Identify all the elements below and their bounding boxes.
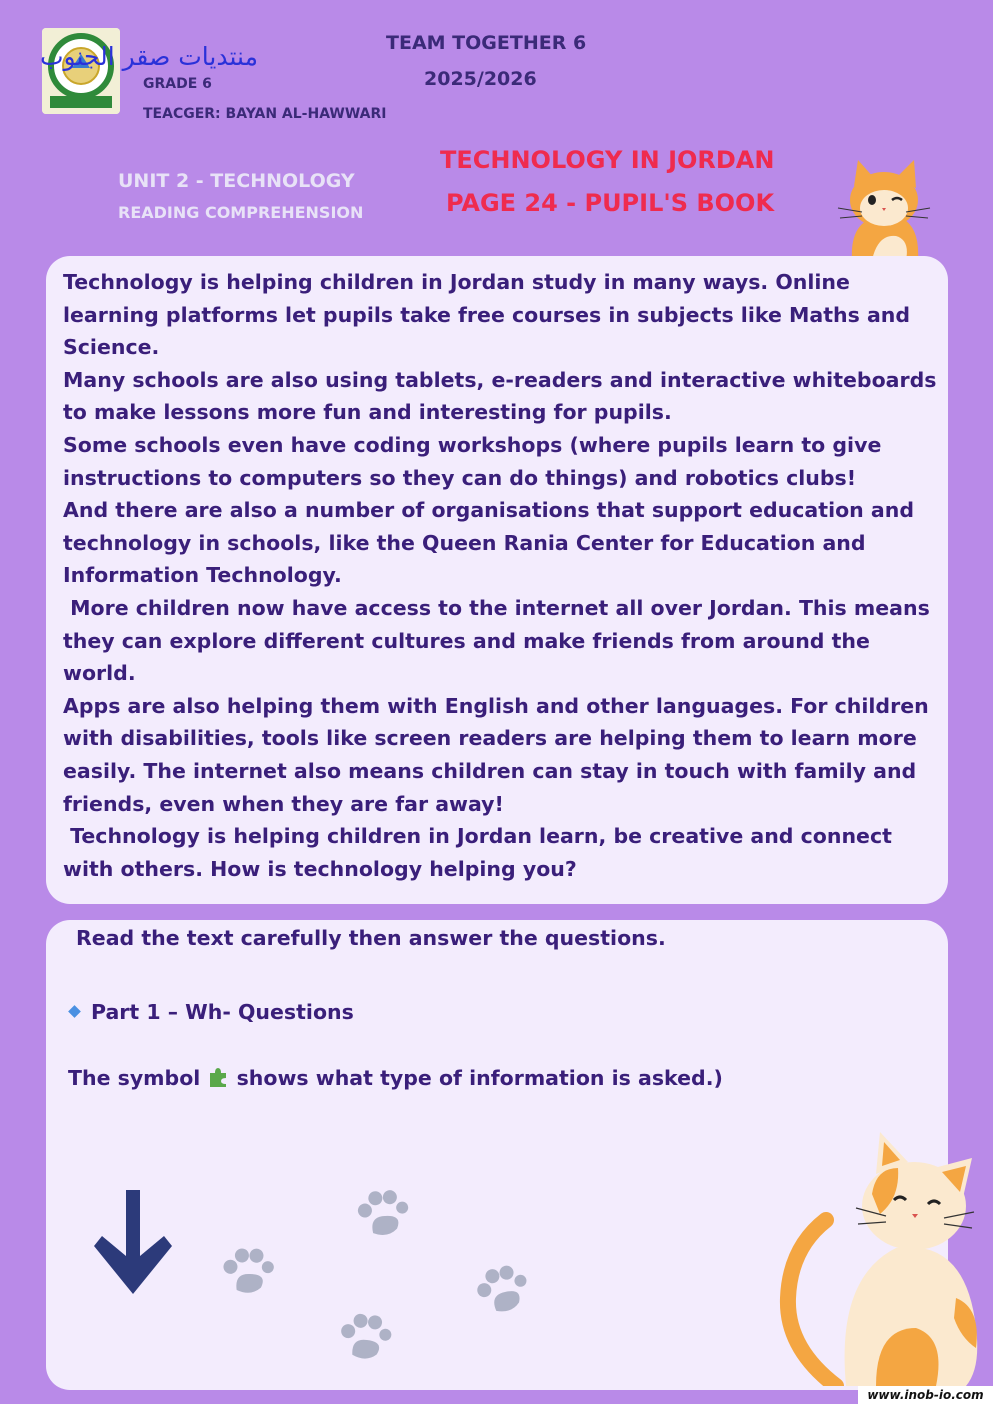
part-heading	[66, 1000, 354, 1024]
paw-print-icon	[460, 1252, 550, 1332]
passage-paragraph: Some schools even have coding workshops (where pupils learn to give instructions to computers so they can do things) and robotics clubs!	[63, 432, 882, 490]
passage-paragraph: Many schools are also using tablets, e-readers and interactive whiteboards to make lessons more fun and interesting for pupils.	[63, 367, 937, 425]
passage-paragraph: More children now have access to the internet all over Jordan. This means they can explore different cultures and make friends from around the world.	[63, 595, 937, 686]
section-label: READING COMPREHENSION	[118, 203, 364, 222]
paw-print-icon	[340, 1176, 430, 1256]
symbol-note-before: The symbol	[68, 1066, 208, 1090]
cat-illustration-small	[832, 156, 932, 260]
reading-passage	[63, 266, 948, 885]
reading-passage-card	[46, 256, 948, 904]
cat-illustration-large	[776, 1128, 993, 1386]
symbol-note	[68, 1066, 723, 1090]
arrow-down-icon	[88, 1186, 178, 1302]
passage-paragraph: And there are also a number of organisations that support education and technology in schools, like the Queen Rania Center for Education and Information Technology.	[63, 498, 915, 588]
course-title: TEAM TOGETHER 6	[386, 32, 587, 54]
lesson-page-ref: PAGE 24 - PUPIL'S BOOK	[446, 189, 775, 217]
passage-paragraph: Technology is helping children in Jordan learn, be creative and connect with others. How is technology helping you?	[63, 824, 900, 881]
paw-print-icon	[205, 1234, 295, 1314]
passage-paragraph: Technology is helping children in Jordan study in many ways. Online learning platforms let pupils take free courses in subjects like Maths and Science.	[63, 270, 911, 360]
watermark: www.inob-io.com	[858, 1386, 993, 1404]
puzzle-piece-icon	[207, 1066, 229, 1088]
school-logo	[42, 28, 120, 114]
site-name-arabic: منتديات صقر الجنوب	[40, 42, 258, 71]
teacher-label: TEACGER: BAYAN AL-HAWWARI	[143, 106, 387, 122]
school-year: 2025/2026	[424, 68, 537, 90]
passage-paragraph: Apps are also helping them with English and other languages. For children with disabilities, tools like screen readers are helping them to learn more easily. The internet also means children can stay in touch with family and friends, even when they are far away!	[63, 693, 929, 816]
diamond-bullet-icon	[68, 1005, 81, 1018]
questions-instruction: Read the text carefully then answer the questions.	[76, 926, 666, 950]
lesson-title: TECHNOLOGY IN JORDAN	[440, 146, 775, 174]
unit-label: UNIT 2 - TECHNOLOGY	[118, 170, 355, 192]
grade-label: GRADE 6	[143, 76, 212, 92]
symbol-note-after: shows what type of information is asked.)	[229, 1066, 723, 1090]
paw-print-icon	[322, 1300, 412, 1380]
part-label: Part 1 – Wh- Questions	[91, 1000, 354, 1024]
